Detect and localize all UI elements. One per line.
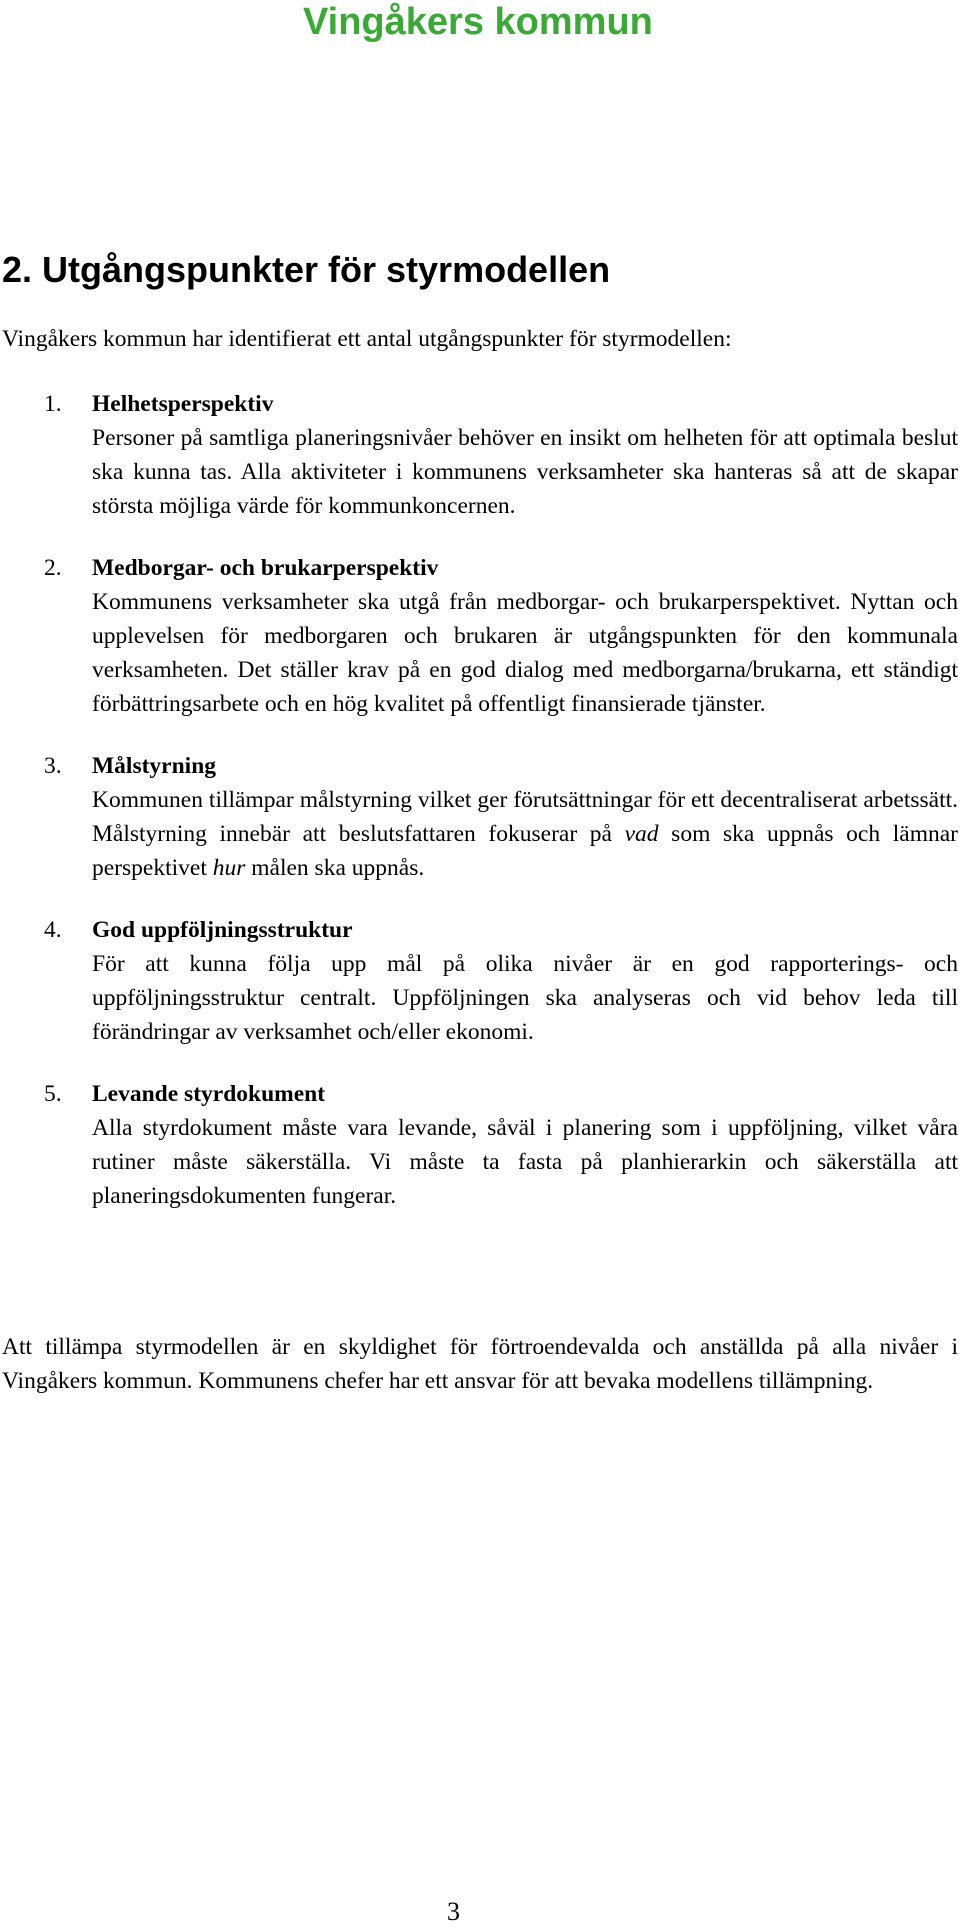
list-item xyxy=(0,913,958,1049)
starting-points-list xyxy=(0,387,960,1213)
list-item-body-text: målen ska uppnås. xyxy=(245,855,425,881)
list-item-title: Helhetsperspektiv xyxy=(92,391,274,417)
list-item xyxy=(0,551,958,721)
list-item-title: Medborgar- och brukarperspektiv xyxy=(92,555,439,581)
list-item-number: 5. xyxy=(44,1081,62,1107)
list-item-body: Personer på samtliga planeringsnivåer behöver en insikt om helheten för att optimala beslut ska kunna tas. Alla aktiviteter i kommunens verksamheter ska hanteras så att de skapar största möjliga värde för kommunkoncernen. xyxy=(92,425,958,519)
list-item-body: Alla styrdokument måste vara levande, såväl i planering som i uppföljning, vilket våra rutiner måste säkerställa. Vi måste ta fasta på planhierarkin och säkerställa att planeringsdokumenten fungerar. xyxy=(92,1115,958,1209)
closing-paragraph: Att tillämpa styrmodellen är en skyldighet för förtroendevalda och anställda på alla nivåer i Vingåkers kommun. Kommunens chefer har ett ansvar för att bevaka modellens tillämpning. xyxy=(2,1334,958,1394)
list-item-body-text: Kommunen tillämpar målstyrning vilket ger förutsättningar för ett decentraliserat arbetssätt. Målstyrning innebär att beslutsfattaren fokuserar på xyxy=(92,787,958,847)
section-heading: 2. Utgångspunkter för styrmodellen xyxy=(2,249,611,290)
list-item-body: För att kunna följa upp mål på olika nivåer är en god rapporterings- och uppföljningsstruktur centralt. Uppföljningen ska analyseras och vid behov leda till förändringar av verksamhet och/eller ekonomi. xyxy=(92,951,958,1045)
list-item-body-text: som ska uppnås och lämnar perspektivet xyxy=(92,821,958,881)
list-item-number: 2. xyxy=(44,555,62,581)
emphasis-hur: hur xyxy=(212,855,246,881)
list-item-number: 4. xyxy=(44,917,62,943)
list-item-body xyxy=(92,783,958,885)
list-item xyxy=(0,387,958,523)
list-item-title: God uppföljningsstruktur xyxy=(92,917,353,943)
list-item xyxy=(0,1077,958,1213)
header-title: Vingåkers kommun xyxy=(303,1,653,43)
list-item-number: 1. xyxy=(44,391,62,417)
list-item-number: 3. xyxy=(44,753,62,779)
list-item-title: Målstyrning xyxy=(92,753,217,779)
page-number: 3 xyxy=(447,1897,460,1926)
emphasis-vad: vad xyxy=(624,821,659,847)
list-item xyxy=(0,749,958,885)
list-item-body: Kommunens verksamheter ska utgå från medborgar- och brukarperspektivet. Nyttan och upplevelsen för medborgaren och brukaren är utgångspunkten för den kommunala verksamheten. Det ställer krav på en god dialog med medborgarna/brukarna, ett ständigt förbättringsarbete och en hög kvalitet på offentligt finansierade tjänster. xyxy=(92,589,958,717)
list-item-title: Levande styrdokument xyxy=(92,1081,326,1107)
intro-paragraph: Vingåkers kommun har identifierat ett antal utgångspunkter för styrmodellen: xyxy=(2,326,732,352)
